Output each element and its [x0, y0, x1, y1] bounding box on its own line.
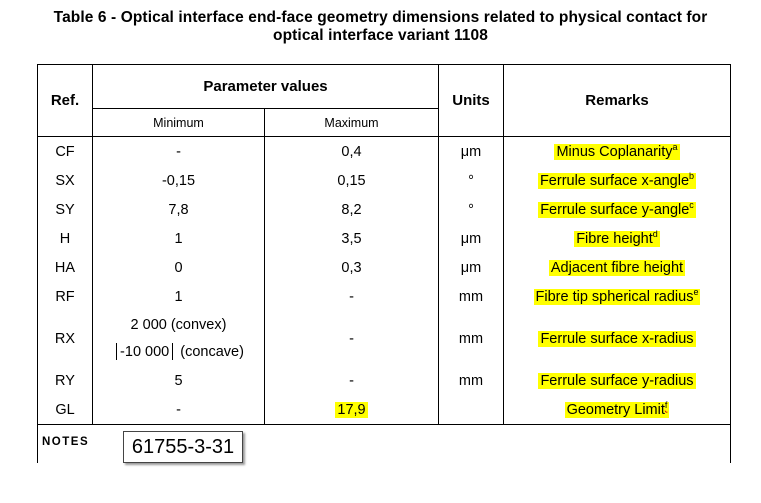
cell-remark — [504, 311, 731, 366]
geometry-table — [37, 64, 731, 463]
min-convex: 2 000 (convex) — [130, 316, 227, 333]
cell-min — [93, 311, 265, 366]
remark-highlight — [565, 399, 670, 418]
footnote-marker: f — [664, 399, 668, 410]
cell-units — [439, 395, 504, 425]
max-highlight: 17,9 — [337, 401, 366, 418]
footnote-marker: c — [689, 199, 694, 210]
cell-remark — [504, 282, 731, 311]
header-minimum: Minimum — [93, 109, 265, 137]
table-title-line-1: Table 6 - Optical interface end-face geometry dimensions related to physical contact for — [53, 9, 708, 26]
remark-text: Ferrule surface y-angle — [540, 201, 690, 218]
remark-text: Fibre height — [576, 230, 653, 247]
remark-highlight — [574, 228, 660, 247]
cell-ref: SX — [38, 166, 93, 195]
remark-text: Adjacent fibre height — [550, 259, 684, 276]
notes-label: NOTES — [42, 436, 90, 448]
cell-max: - — [265, 282, 439, 311]
cell-units: μm — [439, 253, 504, 282]
remark-highlight — [538, 373, 695, 389]
header-ref: Ref. — [38, 65, 93, 137]
cell-max: 0,15 — [265, 166, 439, 195]
remark-text: Ferrule surface x-angle — [539, 172, 690, 189]
table-row — [38, 224, 731, 253]
table-title — [0, 9, 761, 45]
cell-units: mm — [439, 366, 504, 395]
standard-number-callout: 61755-3-31 — [123, 431, 243, 463]
cell-ref: HA — [38, 253, 93, 282]
cell-ref: SY — [38, 195, 93, 224]
table-row — [38, 311, 731, 366]
table-row — [38, 195, 731, 224]
header-units: Units — [439, 65, 504, 137]
footnote-marker: e — [693, 286, 699, 297]
table-title-line-2: optical interface variant 1108 — [273, 27, 488, 44]
cell-min: - — [93, 137, 265, 167]
cell-max: 0,4 — [265, 137, 439, 167]
cell-max: - — [265, 366, 439, 395]
remark-text: Fibre tip spherical radius — [535, 288, 694, 305]
cell-units: mm — [439, 311, 504, 366]
cell-min: -0,15 — [93, 166, 265, 195]
cell-ref: RY — [38, 366, 93, 395]
remark-highlight — [538, 199, 696, 218]
min-concave-suffix: (concave) — [180, 343, 244, 360]
cell-min: 1 — [93, 282, 265, 311]
cell-remark — [504, 137, 731, 167]
abs-bar-right — [172, 343, 173, 360]
cell-max: 8,2 — [265, 195, 439, 224]
header-remarks: Remarks — [504, 65, 731, 137]
cell-ref: CF — [38, 137, 93, 167]
remark-highlight — [554, 141, 679, 160]
table-row — [38, 137, 731, 167]
remark-highlight — [538, 170, 696, 189]
table-row — [38, 282, 731, 311]
header-maximum: Maximum — [265, 109, 439, 137]
header-parameter-values: Parameter values — [93, 65, 439, 109]
cell-min: - — [93, 395, 265, 425]
cell-max: 3,5 — [265, 224, 439, 253]
table-row — [38, 253, 731, 282]
cell-ref: GL — [38, 395, 93, 425]
table-row — [38, 166, 731, 195]
cell-units: mm — [439, 282, 504, 311]
cell-ref: RF — [38, 282, 93, 311]
min-concave-value: -10 000 — [120, 343, 170, 360]
footnote-marker: b — [689, 170, 695, 181]
cell-ref: RX — [38, 311, 93, 366]
cell-remark — [504, 224, 731, 253]
cell-units: ° — [439, 166, 504, 195]
abs-bar-left — [116, 343, 117, 360]
remark-text: Ferrule surface y-radius — [540, 372, 694, 389]
table-row — [38, 395, 731, 425]
cell-max — [265, 395, 439, 425]
cell-max: - — [265, 311, 439, 366]
footnote-marker: a — [672, 141, 678, 152]
remark-highlight — [538, 331, 695, 347]
min-concave — [93, 339, 264, 366]
cell-min: 7,8 — [93, 195, 265, 224]
table-row — [38, 366, 731, 395]
cell-min: 5 — [93, 366, 265, 395]
remark-highlight — [534, 286, 701, 305]
cell-units: ° — [439, 195, 504, 224]
remark-text: Minus Coplanarity — [556, 143, 673, 160]
cell-max: 0,3 — [265, 253, 439, 282]
cell-remark — [504, 253, 731, 282]
cell-remark — [504, 195, 731, 224]
cell-units: μm — [439, 224, 504, 253]
remark-text: Geometry Limit — [566, 401, 665, 418]
footnote-marker: d — [652, 228, 658, 239]
cell-units: μm — [439, 137, 504, 167]
cell-ref: H — [38, 224, 93, 253]
cell-remark — [504, 166, 731, 195]
remark-text: Ferrule surface x-radius — [540, 330, 694, 347]
cell-min: 0 — [93, 253, 265, 282]
remark-highlight — [549, 260, 685, 276]
cell-remark — [504, 395, 731, 425]
cell-remark — [504, 366, 731, 395]
cell-min: 1 — [93, 224, 265, 253]
